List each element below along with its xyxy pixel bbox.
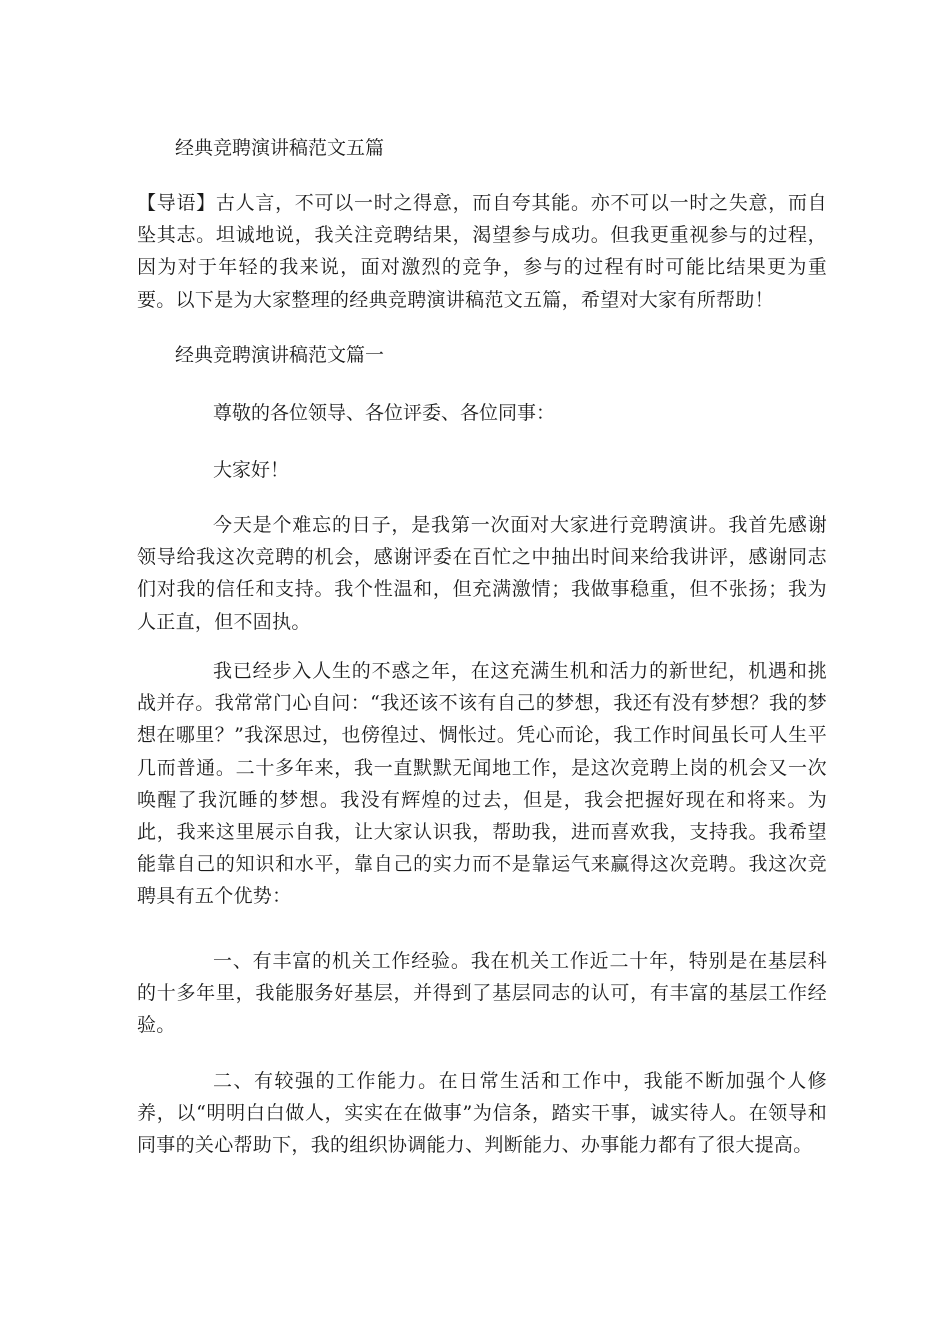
body-paragraph-2: 我已经步入人生的不惑之年，在这充满生机和活力的新世纪，机遇和挑战并存。我常常门心自问：“我还该不该有自己的梦想，我还有没有梦想？我的梦想在哪里？”我深思过，也傍徨过、惆怅过。凭心而论，我工作时间虽长可人生平几而普通。二十多年来，我一直默默无闻地工作，是这次竞聘上岗的机会又一次唤醒了我沉睡的梦想。我没有辉煌的过去，但是，我会把握好现在和将来。为此，我来这里展示自我，让大家认识我，帮助我，进而喜欢我，支持我。我希望能靠自己的知识和水平，靠自己的实力而不是靠运气来赢得这次竞聘。我这次竞聘具有五个优势： (137, 660, 827, 908)
intro-paragraph: 【导语】古人言，不可以一时之得意，而自夸其能。亦不可以一时之失意，而自坠其志。坦诚地说，我关注竞聘结果，渴望参与成功。但我更重视参与的过程，因为对于年轻的我来说，面对激烈的竞争，参与的过程有时可能比结果更为重要。以下是为大家整理的经典竞聘演讲稿范文五篇，希望对大家有所帮助！ (137, 192, 827, 311)
body-paragraph-4: 二、有较强的工作能力。在日常生活和工作中，我能不断加强个人修养，以“明明白白做人，实实在在做事”为信条，踏实干事，诚实待人。在领导和同事的关心帮助下，我的组织协调能力、判断能力、办事能力都有了很大提高。 (137, 1070, 827, 1157)
salutation: 尊敬的各位领导、各位评委、各位同事： (213, 402, 556, 424)
section-title: 经典竞聘演讲稿范文篇一 (175, 344, 385, 366)
document-title: 经典竞聘演讲稿范文五篇 (175, 137, 385, 159)
body-paragraph-1: 今天是个难忘的日子，是我第一次面对大家进行竞聘演讲。我首先感谢领导给我这次竞聘的机会，感谢评委在百忙之中抽出时间来给我讲评，感谢同志们对我的信任和支持。我个性温和，但充满激情；我做事稳重，但不张扬；我为人正直，但不固执。 (137, 514, 827, 633)
greeting: 大家好！ (213, 459, 290, 481)
body-paragraph-3: 一、有丰富的机关工作经验。我在机关工作近二十年，特别是在基层科的十多年里，我能服务好基层，并得到了基层同志的认可，有丰富的基层工作经验。 (137, 950, 827, 1037)
